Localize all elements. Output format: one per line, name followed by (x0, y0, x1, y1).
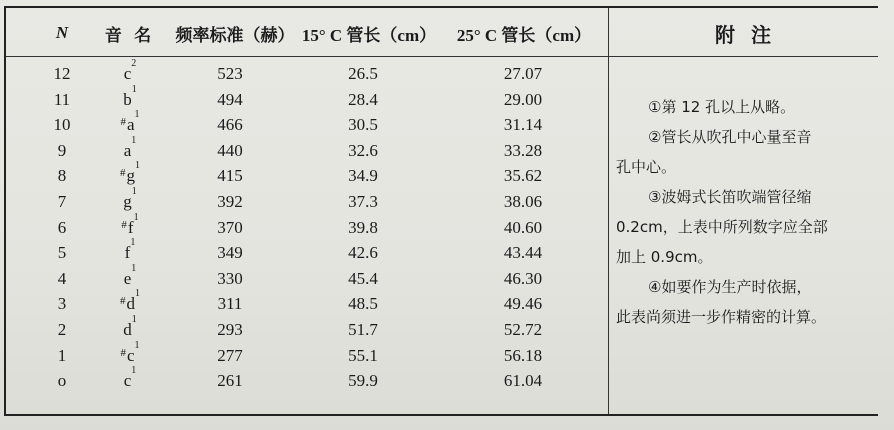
octave-index: 1 (131, 262, 137, 274)
octave-index: 1 (131, 314, 137, 325)
row-number: 5 (57, 243, 67, 263)
note-name (90, 314, 170, 341)
table-row (6, 288, 606, 315)
note-letter: f (127, 217, 134, 237)
frequency-value: 349 (217, 243, 243, 263)
octave-index: 1 (133, 211, 139, 223)
note-letter: e (123, 268, 132, 288)
row-number: 3 (57, 294, 67, 314)
row-number: 10 (53, 115, 71, 135)
row-number: 12 (53, 64, 71, 83)
note-2-line1: ②管长从吹孔中心量至音 (648, 128, 812, 146)
octave-index: 1 (131, 83, 137, 95)
header-length-25c: 25° C 管长（cm） (456, 25, 592, 45)
octave-index: 1 (135, 288, 140, 300)
note-letter: c (126, 345, 135, 365)
note-letter: a (123, 140, 132, 160)
octave-index: 1 (131, 134, 137, 146)
note-name (90, 58, 170, 85)
table-row (6, 160, 606, 187)
note-name (90, 134, 170, 162)
frequency-value: 261 (217, 371, 243, 391)
length-15c-value: 37.3 (348, 192, 378, 211)
note-name (90, 109, 170, 136)
length-15c-value: 45.4 (348, 268, 378, 288)
row-number: 6 (57, 217, 67, 237)
row-number: 4 (57, 268, 67, 288)
table-row (6, 237, 606, 264)
length-15c-value: 59.9 (348, 371, 378, 391)
note-letter: c (123, 64, 132, 83)
octave-index: 1 (131, 365, 137, 377)
note-name (90, 262, 170, 290)
frequency-value: 392 (217, 192, 243, 211)
octave-index: 1 (135, 160, 140, 172)
frequency-value: 311 (217, 294, 243, 314)
length-25c-value: 49.46 (503, 294, 543, 314)
length-25c-value: 52.72 (503, 320, 543, 339)
octave-index: 1 (130, 237, 136, 249)
octave-index: 1 (134, 109, 140, 121)
row-number: 2 (57, 320, 67, 339)
sharp-sign: # (120, 167, 126, 180)
note-4-line2: 此表尚须进一步作精密的计算。 (616, 308, 827, 326)
note-name (90, 186, 170, 213)
note-3-line1: ③波姆式长笛吹端管径缩 (648, 188, 812, 206)
frequency-value: 370 (217, 217, 243, 237)
sharp-sign: # (120, 295, 126, 308)
length-25c-value: 33.28 (503, 140, 543, 160)
length-15c-value: 42.6 (348, 243, 378, 263)
table-row (6, 262, 606, 290)
header-length-15c: 15° C 管长（cm） (301, 25, 437, 45)
length-25c-value: 29.00 (503, 89, 543, 109)
table-row (6, 109, 606, 136)
note-letter: d (123, 320, 132, 339)
table-row (6, 58, 606, 85)
note-4-line1: ④如要作为生产时依据， (648, 278, 812, 296)
table-row (6, 211, 606, 239)
length-15c-value: 48.5 (348, 294, 378, 314)
length-25c-value: 35.62 (503, 166, 543, 186)
note-3-line2: 0.2cm，上表中所列数字应全部 (616, 218, 828, 236)
table-row (6, 186, 606, 213)
note-name (90, 83, 170, 111)
length-15c-value: 51.7 (348, 320, 378, 339)
row-number: 9 (57, 140, 67, 160)
table-row (6, 83, 606, 111)
octave-index: 2 (131, 58, 137, 69)
header-n: N (55, 23, 69, 42)
octave-index: 1 (131, 186, 137, 197)
length-15c-value: 30.5 (348, 115, 378, 135)
length-25c-value: 46.30 (503, 268, 543, 288)
frequency-value: 494 (217, 89, 243, 109)
length-25c-value: 56.18 (503, 345, 543, 365)
note-2-line2: 孔中心。 (616, 158, 677, 176)
note-name (90, 160, 170, 187)
frequency-value: 466 (217, 115, 243, 135)
note-name (90, 365, 170, 392)
table-row (6, 314, 606, 341)
length-15c-value: 32.6 (348, 140, 378, 160)
note-letter: g (126, 166, 135, 186)
notes-block (616, 92, 878, 332)
octave-index: 1 (134, 339, 140, 351)
row-number: 8 (57, 166, 67, 186)
sharp-sign: # (120, 116, 126, 129)
length-25c-value: 27.07 (503, 64, 543, 83)
header-note-name: 音 名 (104, 25, 156, 45)
length-25c-value: 38.06 (503, 192, 543, 211)
table-row (6, 339, 606, 367)
length-25c-value: 40.60 (503, 217, 543, 237)
note-letter: d (126, 294, 135, 314)
sharp-sign: # (120, 346, 126, 359)
frequency-value: 440 (217, 140, 243, 160)
notes-column-divider (608, 8, 609, 414)
length-25c-value: 31.14 (503, 115, 543, 135)
frequency-value: 523 (217, 64, 243, 83)
note-name (90, 288, 170, 315)
frequency-value: 415 (217, 166, 243, 186)
note-letter: c (123, 371, 132, 391)
note-name (90, 237, 170, 264)
table-row (6, 365, 606, 392)
row-number: 7 (57, 192, 67, 211)
note-name (90, 339, 170, 367)
length-15c-value: 26.5 (348, 64, 378, 83)
row-number: 1 (57, 345, 67, 365)
frequency-value: 293 (217, 320, 243, 339)
note-3-line3: 加上 0.9cm。 (616, 248, 713, 266)
length-15c-value: 28.4 (348, 89, 378, 109)
length-25c-value: 43.44 (503, 243, 543, 263)
sharp-sign: # (121, 218, 127, 231)
flute-table (4, 6, 878, 416)
header-frequency: 频率标准（赫） (175, 25, 295, 45)
length-25c-value: 61.04 (503, 371, 543, 391)
frequency-value: 277 (217, 345, 243, 365)
row-number: 11 (53, 89, 71, 109)
note-letter: a (126, 115, 135, 135)
frequency-value: 330 (217, 268, 243, 288)
table-row (6, 134, 606, 162)
length-15c-value: 34.9 (348, 166, 378, 186)
note-1: ①第 12 孔以上从略。 (648, 98, 796, 116)
note-letter: f (124, 243, 131, 263)
note-name (90, 211, 170, 239)
note-letter: b (123, 89, 132, 109)
note-letter: g (123, 192, 132, 211)
row-number: o (57, 371, 67, 391)
header-notes: 附注 (715, 24, 787, 47)
length-15c-value: 55.1 (348, 345, 378, 365)
length-15c-value: 39.8 (348, 217, 378, 237)
